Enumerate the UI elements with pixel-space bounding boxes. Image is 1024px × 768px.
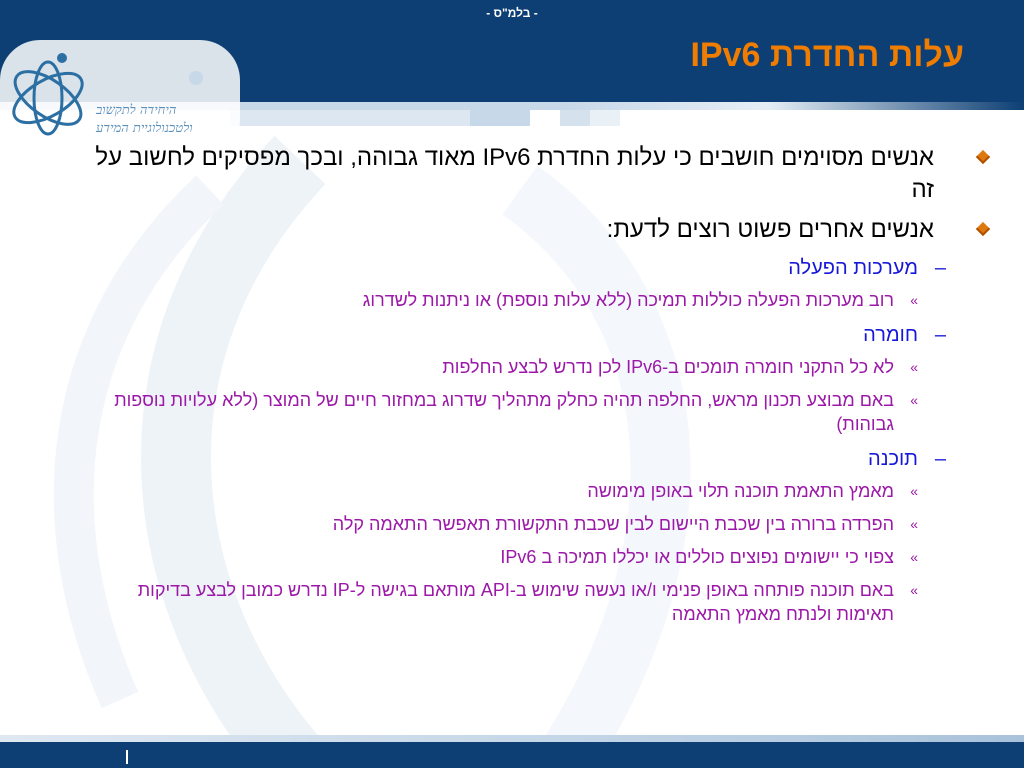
guillemet-bullet-icon: » bbox=[910, 549, 918, 565]
slide-content bbox=[78, 142, 958, 635]
diamond-bullet-icon bbox=[976, 150, 990, 164]
section-heading bbox=[78, 321, 958, 349]
sub-item-text: לא כל התקני חומרה תומכים ב-IPv6 לכן נדרש לבצע החלפות bbox=[442, 357, 894, 377]
guillemet-bullet-icon: » bbox=[910, 359, 918, 375]
bullet-point bbox=[78, 142, 958, 206]
dash-bullet-icon: – bbox=[934, 324, 946, 346]
slide-title: עלות החדרת IPv6 bbox=[690, 36, 964, 74]
dash-bullet-icon: – bbox=[934, 448, 946, 470]
bullet-text: אנשים מסוימים חושבים כי עלות החדרת IPv6 מאוד גבוהה, ובכך מפסיקים לחשוב על זה bbox=[95, 144, 934, 203]
diamond-bullet-icon bbox=[976, 222, 990, 236]
guillemet-bullet-icon: » bbox=[910, 292, 918, 308]
logo-text-line1: היחידה לתקשוב bbox=[96, 103, 177, 118]
sub-item-text: צפוי כי יישומים נפוצים כוללים או יכללו תמיכה ב IPv6 bbox=[500, 547, 894, 567]
section-heading-text: חומרה bbox=[863, 324, 918, 346]
guillemet-bullet-icon: » bbox=[910, 392, 918, 408]
section-heading-text: מערכות הפעלה bbox=[788, 257, 918, 279]
guillemet-bullet-icon: » bbox=[910, 483, 918, 499]
sub-item-text: באם מבוצע תכנון מראש, החלפה תהיה כחלק מתהליך שדרוג במחזור חיים של המוצר (ללא עלויות נוספות גבוהות) bbox=[114, 390, 894, 434]
section-heading bbox=[78, 254, 958, 282]
guillemet-bullet-icon: » bbox=[910, 582, 918, 598]
guillemet-bullet-icon: » bbox=[910, 516, 918, 532]
dash-bullet-icon: – bbox=[934, 257, 946, 279]
sub-item bbox=[78, 512, 958, 536]
sub-item-text: רוב מערכות הפעלה כוללות תמיכה (ללא עלות נוספת) או ניתנות לשדרוג bbox=[362, 290, 894, 310]
sub-item bbox=[78, 355, 958, 379]
footer-divider bbox=[126, 750, 128, 764]
footer-bar bbox=[0, 742, 1024, 768]
classification-label: - בלמ"ס - bbox=[486, 6, 538, 20]
section-heading-text: תוכנה bbox=[868, 448, 918, 470]
bullet-point bbox=[78, 214, 958, 246]
sub-item-text: מאמץ התאמת תוכנה תלוי באופן מימושה bbox=[587, 481, 894, 501]
sub-item bbox=[78, 388, 958, 436]
footer-stripe bbox=[0, 735, 1024, 742]
sub-item-text: באם תוכנה פותחה באופן פנימי ו/או נעשה שימוש ב-API מותאם בגישה ל-IP נדרש כמובן לבצע בדיקות תאימות ולנתח מאמץ התאמה bbox=[137, 580, 894, 624]
bullet-text: אנשים אחרים פשוט רוצים לדעת: bbox=[606, 216, 934, 243]
logo-text-line2: ולטכנולוגיית המידע bbox=[96, 121, 193, 136]
sub-item bbox=[78, 545, 958, 569]
sub-item bbox=[78, 479, 958, 503]
sub-item bbox=[78, 288, 958, 312]
section-heading bbox=[78, 445, 958, 473]
sub-item bbox=[78, 578, 958, 626]
sub-item-text: הפרדה ברורה בין שכבת היישום לבין שכבת התקשורת תאפשר התאמה קלה bbox=[332, 514, 894, 534]
